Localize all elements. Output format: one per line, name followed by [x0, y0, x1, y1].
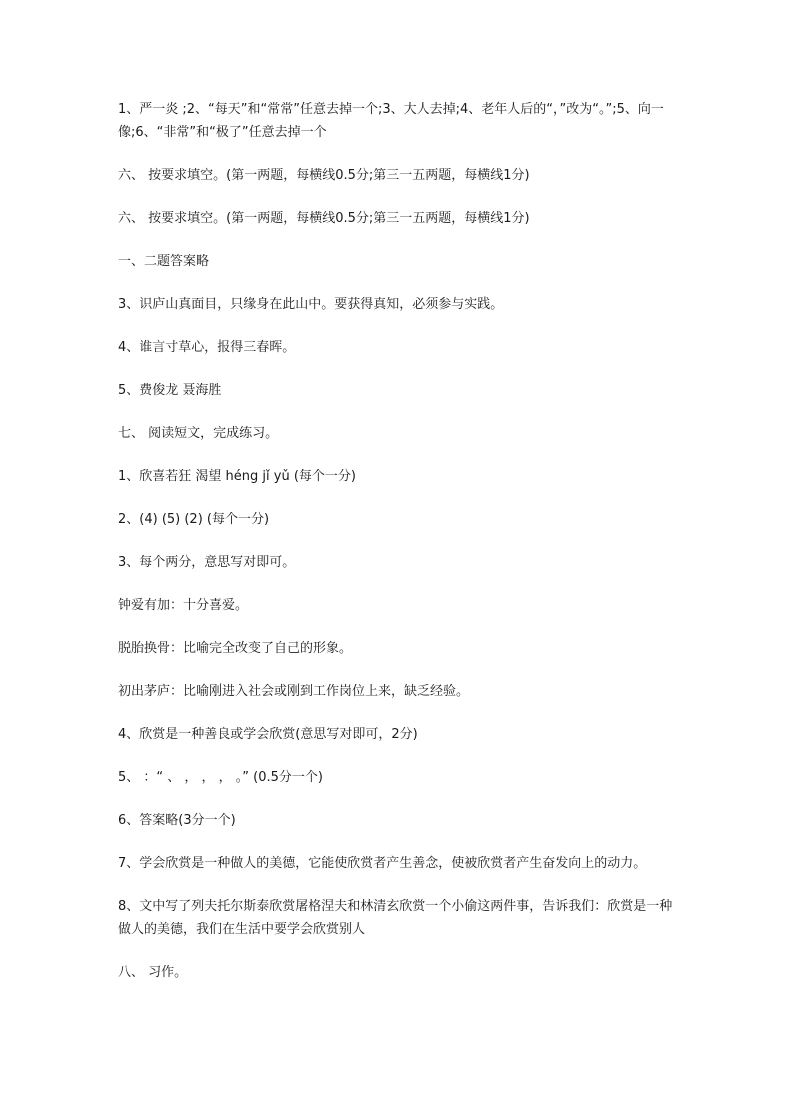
- answer-line: 2、(4) (5) (2) (每个一分): [118, 512, 270, 527]
- section-seven-heading: 七、 阅读短文，完成练习。: [118, 426, 279, 441]
- idiom-definition: 初出茅庐：比喻刚进入社会或刚到工作岗位上来，缺乏经验。: [118, 684, 470, 699]
- section-six-heading-repeat: 六、 按要求填空。(第一两题，每横线0.5分;第三一五两题，每横线1分): [118, 211, 530, 226]
- answer-line: 1、欣喜若狂 渴望 héng jǐ yǔ (每个一分): [118, 469, 356, 484]
- section-eight-heading: 八、 习作。: [118, 965, 188, 980]
- answer-line: 3、识庐山真面目，只缘身在此山中。要获得真知，必须参与实践。: [118, 297, 504, 312]
- idiom-definition: 脱胎换骨：比喻完全改变了自己的形象。: [118, 641, 353, 656]
- answer-line: 4、谁言寸草心，报得三春晖。: [118, 340, 296, 355]
- answer-line: 7、学会欣赏是一种做人的美德，它能使欣赏者产生善念，使被欣赏者产生奋发向上的动力。: [118, 856, 647, 871]
- answer-line: 3、每个两分，意思写对即可。: [118, 555, 296, 570]
- answer-line-1: 1、严一炎 ;2、“每天”和“常常”任意去掉一个;3、大人去掉;4、老年人后的“，”改为“。”;5、向一像;6、“非常”和“极了”任意去掉一个: [118, 102, 664, 140]
- answer-line: 4、欣赏是一种善良或学会欣赏(意思写对即可，2分): [118, 727, 418, 742]
- answer-line: 6、答案略(3分一个): [118, 813, 236, 828]
- idiom-definition: 钟爱有加：十分喜爱。: [118, 598, 249, 613]
- answer-line: 5、 ：“ 、 ， ， ， 。” (0.5分一个): [118, 770, 323, 785]
- answer-line: 5、费俊龙 聂海胜: [118, 383, 222, 398]
- answer-line: 一、二题答案略: [118, 254, 210, 269]
- answer-line: 8、文中写了列夫托尔斯泰欣赏屠格涅夫和林清玄欣赏一个小偷这两件事，告诉我们：欣赏是一种做人的美德，我们在生活中要学会欣赏别人: [118, 899, 673, 937]
- section-six-heading: 六、 按要求填空。(第一两题，每横线0.5分;第三一五两题，每横线1分): [118, 168, 530, 183]
- document-body: [118, 98, 678, 1004]
